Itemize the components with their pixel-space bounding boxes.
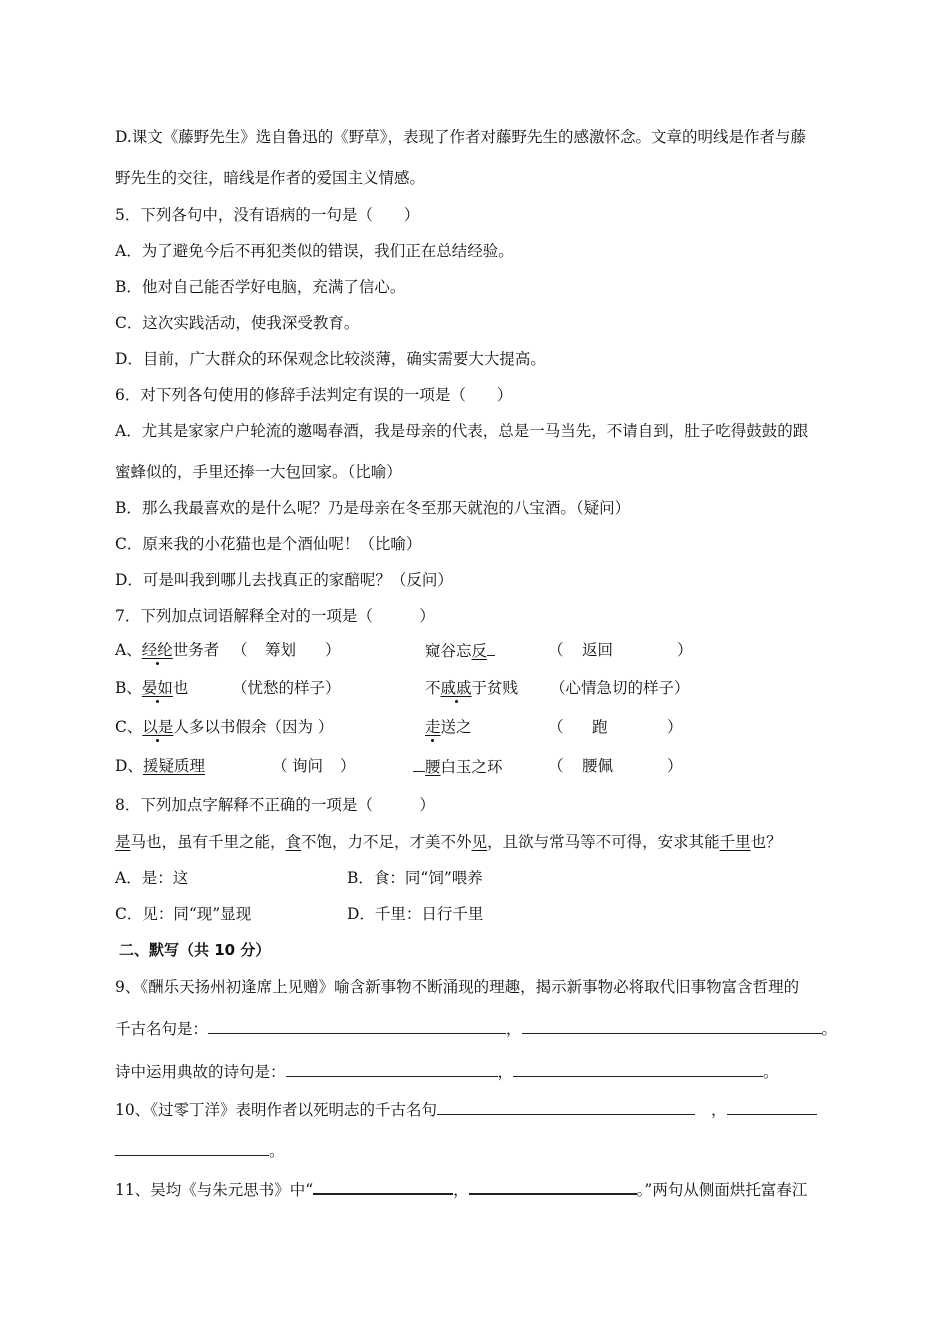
q6-option-a-line2: 蜜蜂似的，手里还捧一大包回家。（比喻） [115, 463, 402, 481]
q9-blank-4[interactable] [513, 1060, 763, 1077]
option-d-line2: 野先生的交往，暗线是作者的爱国主义情感。 [115, 169, 426, 187]
q10-blank-2-cont[interactable] [115, 1139, 269, 1156]
question-9-line1: 9、《酬乐天扬州初逢席上见赠》喻含新事物不断涌现的理趣，揭示新事物必将取代旧事物富含哲理的 [115, 978, 800, 996]
question-6: 6．对下列各句使用的修辞手法判定有误的一项是（ ） [115, 386, 513, 404]
q5-option-d: D．目前，广大群众的环保观念比较淡薄，确实需要大大提高。 [115, 350, 546, 368]
question-9-line2: 千古名句是： ， 。 [115, 1017, 837, 1040]
exam-page: D.课文《藤野先生》选自鲁迅的《野草》，表现了作者对藤野先生的感激怀念。文章的明线是作者与藤 野先生的交往，暗线是作者的爱国主义情感。 5．下列各句中，没有语病的一句是（ ） A．为了避免今后不再犯类似的错误，我们正在总结经验。 B．他对自己能否学好电脑，充满了信心。 C．这次实践活动，使我深受教育。 D．目前，广大群众的环保观念比较淡薄，确实需要大大提高。 6．对下列各句使用的修辞手法判定有误的一项是（ ） A．尤其是家家户户轮流的邀喝春酒，我是母亲的代表，总是一马当先，不请自到，肚子吃得鼓鼓的跟 蜜蜂似的，手里还捧一大包回家。（比喻） B．那么我最喜欢的是什么呢？乃是母亲在冬至那天就泡的八宝酒。（疑问） C．原来我的小花猫也是个酒仙呢！（比喻） D．可是叫我到哪儿去找真正的家醅呢？（反问） 7．下列加点词语解释全对的一项是（ ） A、经纶世务者 （ 筹划 ） 窥谷忘反 （ 返回 ） B、晏如也 （忧愁的样子） 不戚戚于贫贱 （心情急切的样子） C、以是人多以书假余（ 因为 ） 走送之 （ 跑 ） D、援疑质理 （ 询问 ） 腰白玉之环 （ 腰佩 ） 8．下列加点字解释不正确的一项是（ ） 是马也，虽有千里之能，食不饱，力不足，才美不外见，且欲与常马等不可得，安求其能千里也？ A．是：这 B．食：同“饲”喂养 C．见：同“现”显现 D．千里：日行千里 二、默写（共 10 分） 9、《酬乐天扬州初逢席上见赠》喻含新事物不断涌现的理趣，揭示新事物必将取代旧事物富含哲理的 千古名句是： ， 。 诗中运用典故的诗句是： ， 。 10、《过零丁洋》表明作者以死明志的千古名句 ， 。 11、吴均《与朱元思书》中“ ， 。”两句从侧面烘托富春江 [115, 128, 838, 1199]
question-5: 5．下列各句中，没有语病的一句是（ ） [115, 206, 420, 224]
q7-row-a-word: 经纶 [141, 641, 173, 659]
option-d-line1: D.课文《藤野先生》选自鲁迅的《野草》，表现了作者对藤野先生的感激怀念。文章的明线是作者与藤 [115, 128, 807, 146]
q10-blank-1[interactable] [437, 1098, 695, 1115]
question-8: 8．下列加点字解释不正确的一项是（ ） [115, 796, 435, 814]
q6-option-d: D．可是叫我到哪儿去找真正的家醅呢？（反问） [115, 571, 453, 589]
q6-option-c: C．原来我的小花猫也是个酒仙呢！（比喻） [115, 535, 422, 553]
q8-passage: 是马也，虽有千里之能，食不饱，力不足，才美不外见，且欲与常马等不可得，安求其能千里也？ [115, 833, 782, 851]
q6-option-a-line1: A．尤其是家家户户轮流的邀喝春酒，我是母亲的代表，总是一马当先，不请自到，肚子吃得鼓鼓的跟 [115, 422, 809, 440]
question-11-line1: 11、吴均《与朱元思书》中“ ， 。”两句从侧面烘托富春江 [115, 1177, 807, 1201]
question-7: 7．下列加点词语解释全对的一项是（ ） [115, 607, 435, 625]
q5-option-c: C．这次实践活动，使我深受教育。 [115, 314, 360, 332]
question-9-line3: 诗中运用典故的诗句是： ， 。 [115, 1060, 779, 1083]
q9-blank-1[interactable] [208, 1017, 506, 1034]
q9-blank-2[interactable] [522, 1017, 822, 1034]
q10-blank-2[interactable] [727, 1098, 817, 1115]
q11-blank-1[interactable] [313, 1177, 453, 1195]
question-10-line2: 。 [115, 1139, 285, 1162]
q6-option-b: B．那么我最喜欢的是什么呢？乃是母亲在冬至那天就泡的八宝酒。（疑问） [115, 499, 631, 517]
q11-blank-2[interactable] [469, 1177, 637, 1195]
question-10-line1: 10、《过零丁洋》表明作者以死明志的千古名句 ， [115, 1098, 817, 1121]
q5-option-a: A．为了避免今后不再犯类似的错误，我们正在总结经验。 [115, 242, 514, 260]
section-2-heading: 二、默写（共 10 分） [119, 941, 271, 959]
q9-blank-3[interactable] [286, 1060, 498, 1077]
q5-option-b: B．他对自己能否学好电脑，充满了信心。 [115, 278, 406, 296]
